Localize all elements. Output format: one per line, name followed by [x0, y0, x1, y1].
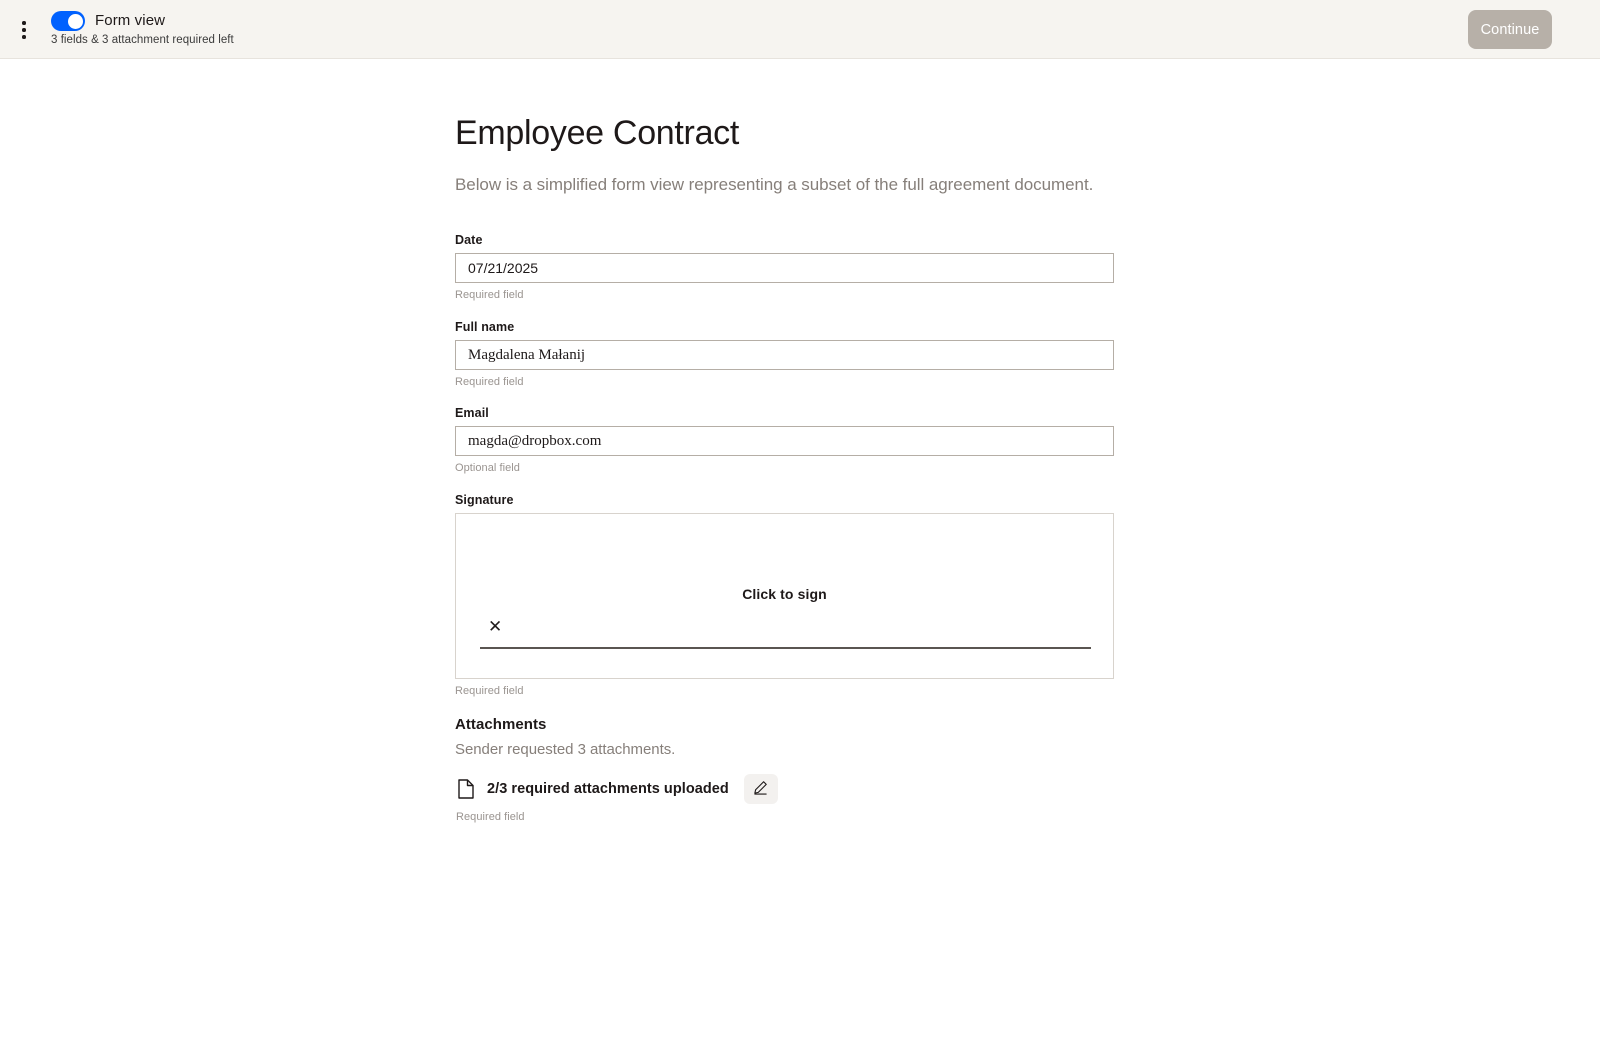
date-input[interactable]: 07/21/2025 — [455, 253, 1114, 283]
document-header — [455, 59, 1155, 195]
attachments-description: Sender requested 3 attachments. — [455, 741, 676, 758]
signature-x-mark: ✕ — [488, 617, 503, 636]
page-subtitle: Below is a simplified form view representing a subset of the full agreement document. — [455, 175, 1094, 194]
field-hint-signature: Required field — [455, 685, 524, 697]
field-full-name — [455, 320, 1114, 388]
attachment-status-text: 2/3 required attachments uploaded — [487, 781, 729, 797]
kebab-dot — [22, 21, 26, 25]
field-signature — [455, 493, 1114, 697]
required-status-text: 3 fields & 3 attachment required left — [51, 34, 234, 46]
field-label-date: Date — [455, 233, 483, 247]
click-to-sign-label: Click to sign — [742, 586, 827, 602]
field-label-full-name: Full name — [455, 320, 515, 334]
form-view-toggle[interactable] — [51, 11, 85, 31]
kebab-dot — [22, 35, 26, 39]
pencil-icon — [753, 780, 768, 798]
signature-pad[interactable] — [455, 513, 1114, 679]
attachments-hint: Required field — [456, 811, 525, 823]
attachment-status-row — [455, 774, 778, 804]
page-title: Employee Contract — [455, 114, 740, 152]
full-name-input[interactable]: Magdalena Małanij — [455, 340, 1114, 370]
field-email — [455, 406, 1114, 474]
top-bar — [0, 0, 1600, 59]
signature-line — [480, 647, 1091, 649]
form-view-label: Form view — [95, 12, 166, 29]
continue-button[interactable]: Continue — [1468, 10, 1552, 49]
edit-attachments-button[interactable] — [744, 774, 778, 804]
attachments-heading: Attachments — [455, 716, 547, 733]
field-hint-email: Optional field — [455, 462, 520, 474]
email-input[interactable]: magda@dropbox.com — [455, 426, 1114, 456]
form-view-toggle-group — [51, 11, 165, 31]
field-hint-date: Required field — [455, 289, 524, 301]
field-label-email: Email — [455, 406, 489, 420]
kebab-dot — [22, 28, 26, 32]
field-label-signature: Signature — [455, 493, 514, 507]
field-hint-full-name: Required field — [455, 376, 524, 388]
toggle-knob — [68, 14, 83, 29]
field-date — [455, 233, 1114, 301]
kebab-menu-icon[interactable] — [14, 14, 34, 46]
document-page — [0, 59, 1600, 1057]
document-icon — [455, 777, 477, 801]
